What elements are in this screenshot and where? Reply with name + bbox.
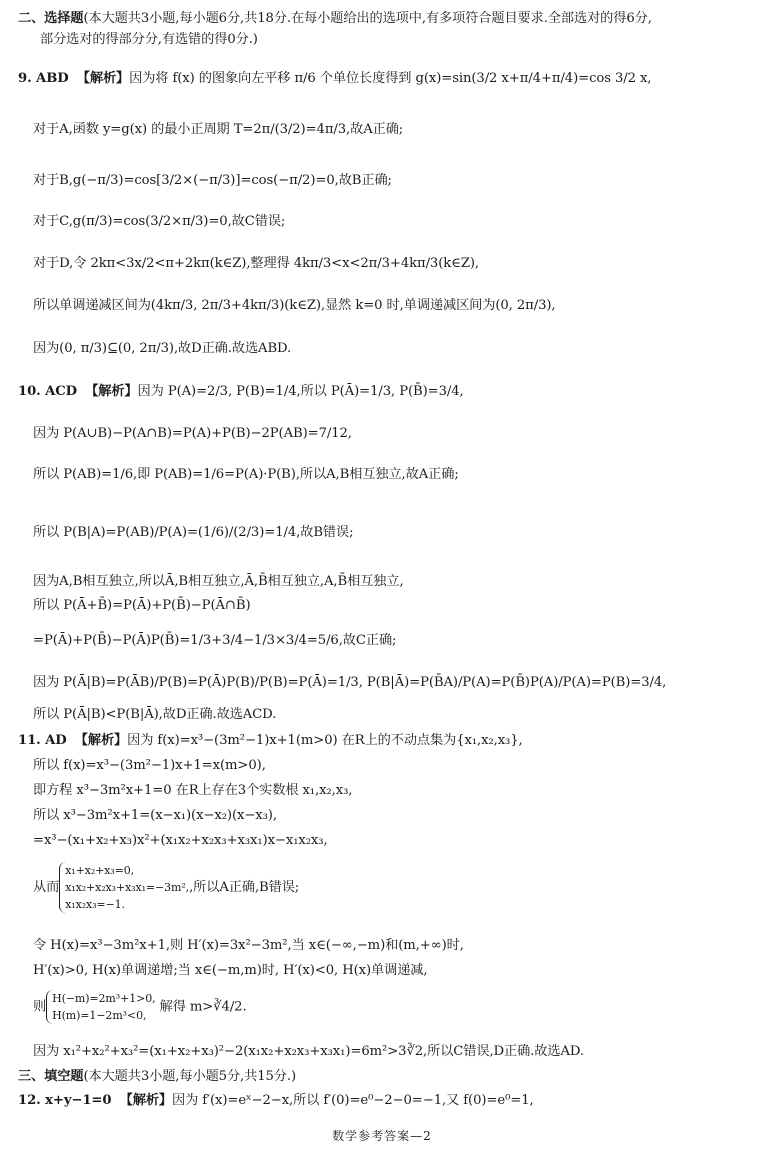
q10-line6: 所以 P(Ā+B̄)=P(Ā)+P(B̄)−P(Ā∩B̄): [33, 598, 251, 613]
q10-line8: 因为 P(Ā|B)=P(ĀB)/P(B)=P(Ā)P(B)/P(B)=P(Ā)=1/3, P(B|Ā)=P(B̄A)/P(A)=P(B̄)P(A)/P(A)=P(B)=3/4,: [33, 675, 667, 690]
q10-line4: 所以 P(B|A)=P(AB)/P(A)=(1/6)/(2/3)=1/4,故B错误;: [33, 525, 354, 540]
q11-line3: 即方程 x³−3m²x+1=0 在R上存在3个实数根 x₁,x₂,x₃,: [33, 783, 353, 798]
q10-line9: 所以 P(Ā|B)<P(B|Ā),故D正确.故选ACD.: [33, 707, 277, 722]
q11-ineq2: H(m)=1−2m³<0,: [52, 1009, 147, 1022]
section3-title: 三、填空题: [18, 1069, 84, 1084]
q11-ineq1: H(−m)=2m³+1>0,: [52, 992, 156, 1005]
q9-text1: 因为将 f(x) 的图象向左平移 π/6 个单位长度得到 g(x)=sin(3/2 x+π/4+π/4)=cos 3/2 x,: [129, 71, 652, 86]
q11-line5: =x³−(x₁+x₂+x₃)x²+(x₁x₂+x₂x₃+x₃x₁)x−x₁x₂x₃,: [33, 833, 328, 848]
q12-number: 12. x+y−1=0: [18, 1093, 112, 1108]
q9-line4: 对于C,g(π/3)=cos(3/2×π/3)=0,故C错误;: [33, 214, 286, 229]
q11-system-conclusion: ,所以A正确,B错误;: [189, 880, 300, 895]
q11-line4: 所以 x³−3m²x+1=(x−x₁)(x−x₂)(x−x₃),: [33, 808, 277, 823]
q9-line6: 所以单调递减区间为(4kπ/3, 2π/3+4kπ/3)(k∈Z),显然 k=0 时,单调递减区间为(0, 2π/3),: [33, 298, 556, 313]
q9-line7: 因为(0, π/3)⊆(0, 2π/3),故D正确.故选ABD.: [33, 341, 292, 356]
q10-line7: =P(Ā)+P(B̄)−P(Ā)P(B̄)=1/3+3/4−1/3×3/4=5/6,故C正确;: [33, 633, 397, 648]
q11-ineq-result: 解得 m>∛4/2.: [159, 999, 247, 1015]
q9-line5: 对于D,令 2kπ<3x/2<π+2kπ(k∈Z),整理得 4kπ/3<x<2π/3+4kπ/3(k∈Z),: [33, 256, 480, 271]
q12-analysis-tag: 【解析】: [119, 1093, 173, 1108]
q11-system-eq2: x₁x₂+x₂x₃+x₃x₁=−3m²,: [65, 881, 190, 894]
q11-line6: [33, 862, 299, 913]
q11-number: 11. AD: [18, 733, 67, 748]
q11-line8: H′(x)>0, H(x)单调递增;当 x∈(−m,m)时, H′(x)<0, H(x)单调递减,: [33, 963, 428, 978]
q11-system-eq3: x₁x₂x₃=−1.: [65, 898, 125, 911]
q10-number: 10. ACD: [18, 384, 77, 399]
q10-line3: 所以 P(AB)=1/6,即 P(AB)=1/6=P(A)·P(B),所以A,B相互独立,故A正确;: [33, 467, 459, 482]
section2-desc-line2: 部分选对的得部分分,有选错的得0分.): [40, 32, 258, 47]
q11-line10: 因为 x₁²+x₂²+x₃²=(x₁+x₂+x₃)²−2(x₁x₂+x₂x₃+x₃x₁)=6m²>3∛2,所以C错误,D正确.故选AD.: [33, 1044, 584, 1059]
q11-line2: 所以 f(x)=x³−(3m²−1)x+1=x(m>0),: [33, 758, 266, 773]
q9-line2: 对于A,函数 y=g(x) 的最小正周期 T=2π/(3/2)=4π/3,故A正确;: [33, 122, 404, 137]
q11-then: 则: [33, 999, 47, 1015]
q10-line2: 因为 P(A∪B)−P(A∩B)=P(A)+P(B)−2P(AB)=7/12,: [33, 426, 352, 441]
q11-inequality-brace: [46, 990, 155, 1024]
page-footer: 数学参考答案—2: [332, 1129, 432, 1143]
q10-line5: 因为A,B相互独立,所以Ā,B相互独立,Ā,B̄相互独立,A,B̄相互独立,: [33, 574, 404, 589]
q11-line1: [18, 732, 523, 750]
q11-therefore: 从而: [33, 880, 60, 895]
q10-text1: 因为 P(A)=2/3, P(B)=1/4,所以 P(Ā)=1/3, P(B̄)=3/4,: [137, 384, 464, 399]
q11-line7: 令 H(x)=x³−3m²x+1,则 H′(x)=3x²−3m²,当 x∈(−∞,−m)和(m,+∞)时,: [33, 938, 464, 953]
q9-number: 9. ABD: [18, 71, 69, 86]
q12-text1: 因为 f′(x)=eˣ−2−x,所以 f′(0)=e⁰−2−0=−1,又 f(0)=e⁰=1,: [172, 1093, 534, 1108]
q11-line9: [33, 990, 247, 1024]
q9-line3: 对于B,g(−π/3)=cos[3/2×(−π/3)]=cos(−π/2)=0,故B正确;: [33, 173, 392, 188]
q12-line1: [18, 1092, 534, 1110]
q11-text1: 因为 f(x)=x³−(3m²−1)x+1(m>0) 在R上的不动点集为{x₁,x₂,x₃},: [127, 733, 523, 748]
q11-analysis-tag: 【解析】: [74, 733, 128, 748]
section3-desc: (本大题共3小题,每小题5分,共15分.): [83, 1069, 297, 1084]
section2-header: [18, 10, 652, 28]
section2-desc: (本大题共3小题,每小题6分,共18分.在每小题给出的选项中,有多项符合题目要求.全部选对的得6分,: [83, 11, 652, 26]
section3-header: [18, 1068, 296, 1086]
q10-line1: [18, 383, 464, 401]
q9-line1: [18, 70, 651, 88]
section2-title: 二、选择题: [18, 11, 84, 26]
q11-system-eq1: x₁+x₂+x₃=0,: [65, 864, 135, 877]
q9-analysis-tag: 【解析】: [76, 71, 130, 86]
q10-analysis-tag: 【解析】: [85, 384, 138, 399]
q11-system-brace: [59, 862, 189, 913]
